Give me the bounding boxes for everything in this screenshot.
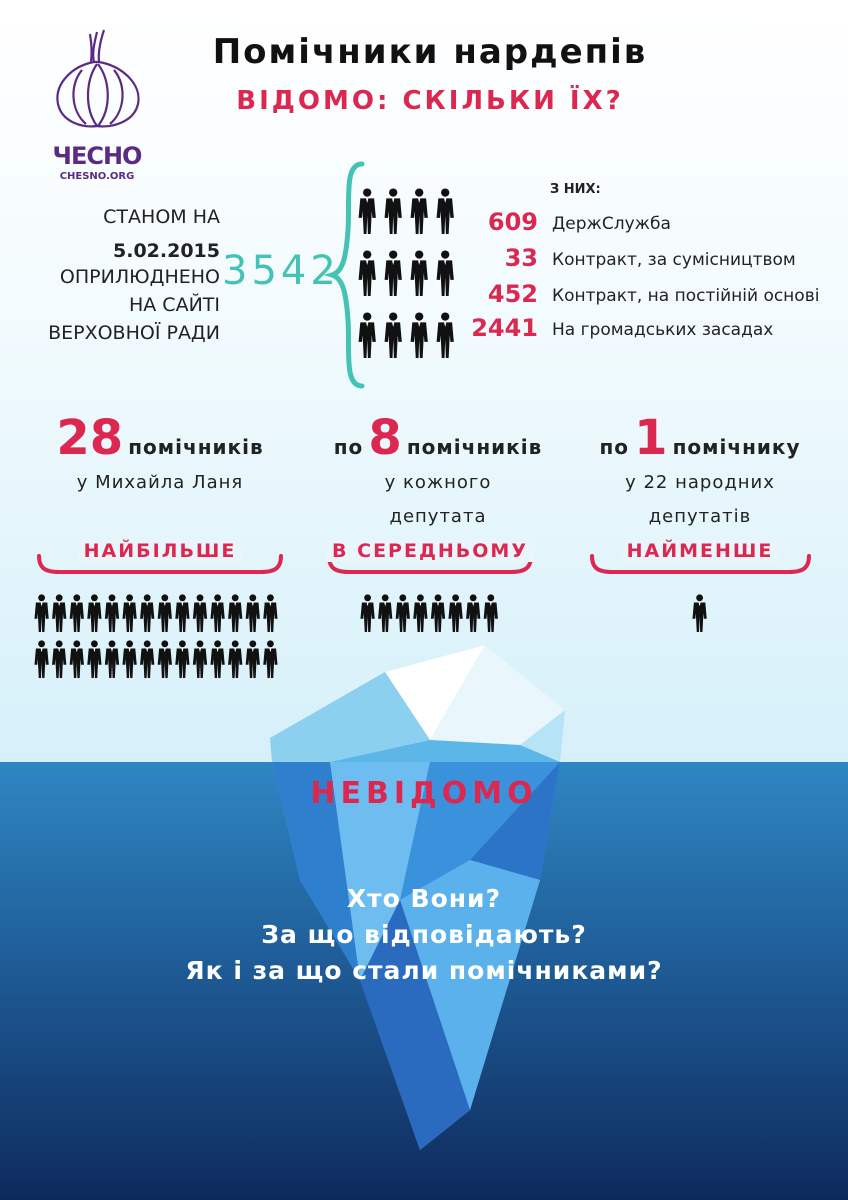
breakdown-label-1: ДержСлужба xyxy=(552,214,671,234)
logo-name: ЧЕСНО xyxy=(52,142,142,170)
person-icon xyxy=(193,640,207,678)
intro-line-5: ВЕРХОВНОЇ РАДИ xyxy=(48,322,220,344)
person-icon xyxy=(175,640,189,678)
person-icon xyxy=(359,312,376,358)
page-subtitle: ВІДОМО: СКІЛЬКИ ЇХ? xyxy=(236,86,624,116)
person-icon xyxy=(411,188,428,234)
garlic-logo-icon xyxy=(42,24,152,134)
person-icon xyxy=(228,640,242,678)
intro-line-4: НА САЙТІ xyxy=(128,294,220,316)
intro-line-1: СТАНОМ НА xyxy=(103,206,220,228)
person-icon xyxy=(158,594,172,632)
person-icon xyxy=(396,594,410,632)
person-icon xyxy=(87,640,101,678)
person-icon xyxy=(122,594,136,632)
people-avg xyxy=(360,594,520,639)
label-min-text: НАЙМЕНШЕ xyxy=(621,540,780,562)
stat-min-prefix: по xyxy=(599,435,630,459)
stat-min-line-2: депутатів xyxy=(648,506,752,527)
stat-avg-line-2: депутата xyxy=(389,506,487,527)
unknown-title: НЕВІДОМО xyxy=(310,776,538,811)
person-icon xyxy=(193,594,207,632)
breakdown-label-2: Контракт, за сумісництвом xyxy=(552,250,796,270)
person-icon xyxy=(105,640,119,678)
person-icon xyxy=(34,594,48,632)
person-icon xyxy=(246,594,260,632)
breakdown-value-2: 33 xyxy=(504,244,538,272)
person-icon xyxy=(210,594,224,632)
stat-max-headline xyxy=(30,410,290,466)
person-icon xyxy=(34,640,48,678)
person-icon xyxy=(140,640,154,678)
person-icon xyxy=(105,594,119,632)
person-icon xyxy=(437,312,454,358)
person-icon xyxy=(175,594,189,632)
person-icon xyxy=(87,594,101,632)
person-icon xyxy=(411,312,428,358)
question-3: Як і за що стали помічниками? xyxy=(185,956,663,985)
person-icon xyxy=(411,250,428,296)
breakdown-label-4: На громадських засадах xyxy=(552,320,774,340)
person-icon xyxy=(385,188,402,234)
breakdown-value-1: 609 xyxy=(487,208,538,236)
stat-max-number: 28 xyxy=(56,410,124,466)
person-icon xyxy=(246,640,260,678)
person-icon xyxy=(437,188,454,234)
stat-max-unit: помічників xyxy=(128,435,264,459)
person-icon xyxy=(210,640,224,678)
stat-min-number: 1 xyxy=(634,410,668,466)
person-icon xyxy=(263,640,277,678)
person-icon xyxy=(228,594,242,632)
stat-avg-headline xyxy=(308,410,568,466)
stat-avg-prefix: по xyxy=(333,435,364,459)
person-icon xyxy=(360,594,374,632)
stat-avg-number: 8 xyxy=(368,410,402,466)
person-icon xyxy=(359,188,376,234)
label-max xyxy=(40,540,280,562)
people-max xyxy=(34,594,294,684)
breakdown-value-4: 2441 xyxy=(471,314,538,342)
people-grid-total xyxy=(358,188,468,368)
question-2: За що відповідають? xyxy=(261,920,587,949)
person-icon xyxy=(140,594,154,632)
person-icon xyxy=(70,640,84,678)
stat-avg-unit: помічників xyxy=(406,435,543,459)
person-icon xyxy=(466,594,480,632)
stat-min-headline xyxy=(570,410,830,466)
person-icon xyxy=(122,640,136,678)
stat-max-line-1: у Михайла Ланя xyxy=(76,472,244,493)
person-icon xyxy=(70,594,84,632)
breakdown-label-3: Контракт, на постійній основі xyxy=(552,286,820,306)
person-icon xyxy=(448,594,462,632)
intro-date: 5.02.2015 xyxy=(113,240,220,262)
person-icon xyxy=(385,312,402,358)
total-count: 3542 xyxy=(222,248,340,294)
people-min xyxy=(692,594,712,639)
intro-line-3: ОПРИЛЮДНЕНО xyxy=(59,266,220,288)
logo-site: CHESNO.ORG xyxy=(59,171,135,182)
label-min xyxy=(580,540,820,562)
breakdown-heading: З НИХ: xyxy=(550,182,601,197)
question-1: Хто Вони? xyxy=(346,884,502,913)
person-icon xyxy=(52,640,66,678)
person-icon xyxy=(359,250,376,296)
person-icon xyxy=(263,594,277,632)
stat-avg-line-1: у кожного xyxy=(384,472,492,493)
person-icon xyxy=(52,594,66,632)
label-avg-text: В СЕРЕДНЬОМУ xyxy=(326,540,534,562)
breakdown-value-3: 452 xyxy=(487,280,538,308)
page-title: Помічники нардепів xyxy=(212,32,648,72)
person-icon xyxy=(385,250,402,296)
person-icon xyxy=(413,594,427,632)
person-icon xyxy=(437,250,454,296)
label-max-text: НАЙБІЛЬШЕ xyxy=(78,540,243,562)
person-icon xyxy=(484,594,498,632)
person-icon xyxy=(692,594,706,632)
stat-min-unit: помічнику xyxy=(672,435,801,459)
label-avg xyxy=(310,540,550,562)
person-icon xyxy=(431,594,445,632)
person-icon xyxy=(378,594,392,632)
person-icon xyxy=(158,640,172,678)
stat-min-line-1: у 22 народних xyxy=(625,472,775,493)
